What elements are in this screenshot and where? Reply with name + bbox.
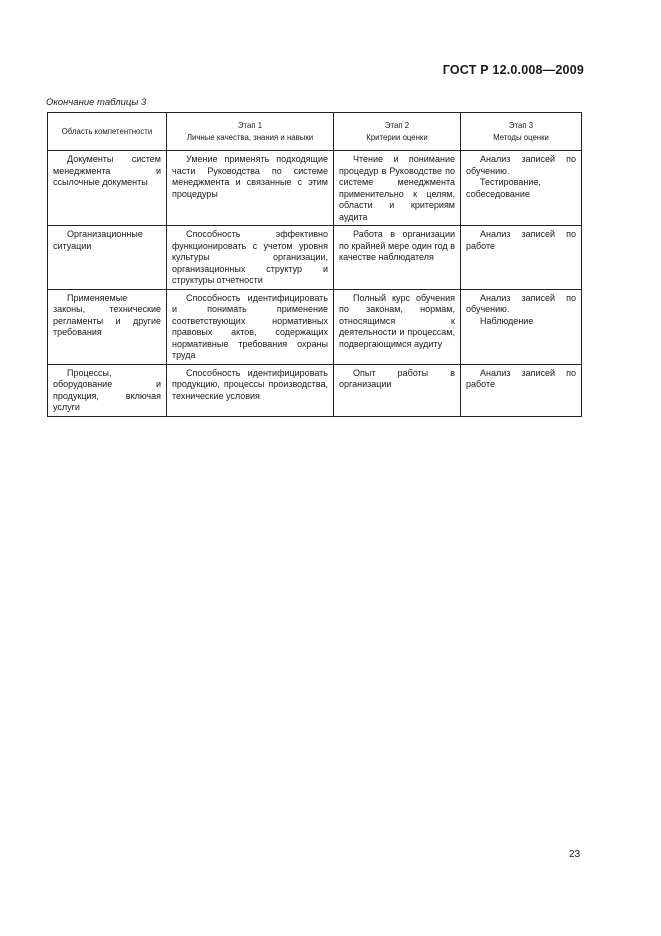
column-header-stage3	[461, 113, 582, 151]
table-row	[48, 364, 582, 416]
column-header-title: Личные качества, знания и навыки	[186, 132, 314, 142]
cell-area: Организационные ситуации	[48, 226, 167, 290]
cell-stage1: Способность идентифицировать и понимать применение соответствующих нормативных правовых актов, содержащих нормативные требования охраны труда	[167, 289, 334, 364]
table-header-row	[48, 113, 582, 151]
page-number: 23	[569, 849, 581, 860]
column-header-stage: Этап 1	[237, 120, 263, 130]
cell-area: Применяемые законы, технические регламенты и другие требования	[48, 289, 167, 364]
document-code-header: ГОСТ Р 12.0.008—2009	[442, 63, 584, 77]
cell-stage3: Анализ записей по работе	[461, 226, 582, 290]
cell-area: Документы систем менеджмента и ссылочные документы	[48, 151, 167, 226]
cell-area: Процессы, оборудование и продукция, включая услуги	[48, 364, 167, 416]
column-header-stage1	[167, 113, 334, 151]
table-row	[48, 289, 582, 364]
cell-stage3: Анализ записей по работе	[461, 364, 582, 416]
cell-stage2: Опыт работы в организации	[334, 364, 461, 416]
cell-stage1: Умение применять подходящие части Руководства по системе менеджмента и связанные с этим процедуры	[167, 151, 334, 226]
table-row	[48, 151, 582, 226]
column-header-area	[48, 113, 167, 151]
competence-table	[47, 112, 582, 417]
table-caption: Окончание таблицы 3	[46, 97, 147, 108]
cell-stage2: Полный курс обучения по законам, нормам, относящимся к деятельности и процессам, подвергающимся аудиту	[334, 289, 461, 364]
cell-stage3: Анализ записей по обучению. Тестирование, собеседование	[461, 151, 582, 226]
table-row	[48, 226, 582, 290]
column-header-title: Методы оценки	[493, 132, 549, 142]
column-header-stage: Этап 2	[384, 120, 410, 130]
column-header-stage: Этап 3	[508, 120, 534, 130]
cell-stage1: Способность эффективно функционировать с учетом уровня культуры организации, организационных структур и структуры отчетности	[167, 226, 334, 290]
cell-stage2: Работа в организации по крайней мере один год в качестве наблюдателя	[334, 226, 461, 290]
column-header-title: Критерии оценки	[366, 132, 428, 142]
column-header-title: Область компетентности	[61, 126, 153, 136]
cell-stage3: Анализ записей по обучению. Наблюдение	[461, 289, 582, 364]
column-header-stage2	[334, 113, 461, 151]
cell-stage1: Способность идентифицировать продукцию, процессы производства, технические условия	[167, 364, 334, 416]
cell-stage2: Чтение и понимание процедур в Руководстве по системе менеджмента применительно к целям, области и критериям аудита	[334, 151, 461, 226]
